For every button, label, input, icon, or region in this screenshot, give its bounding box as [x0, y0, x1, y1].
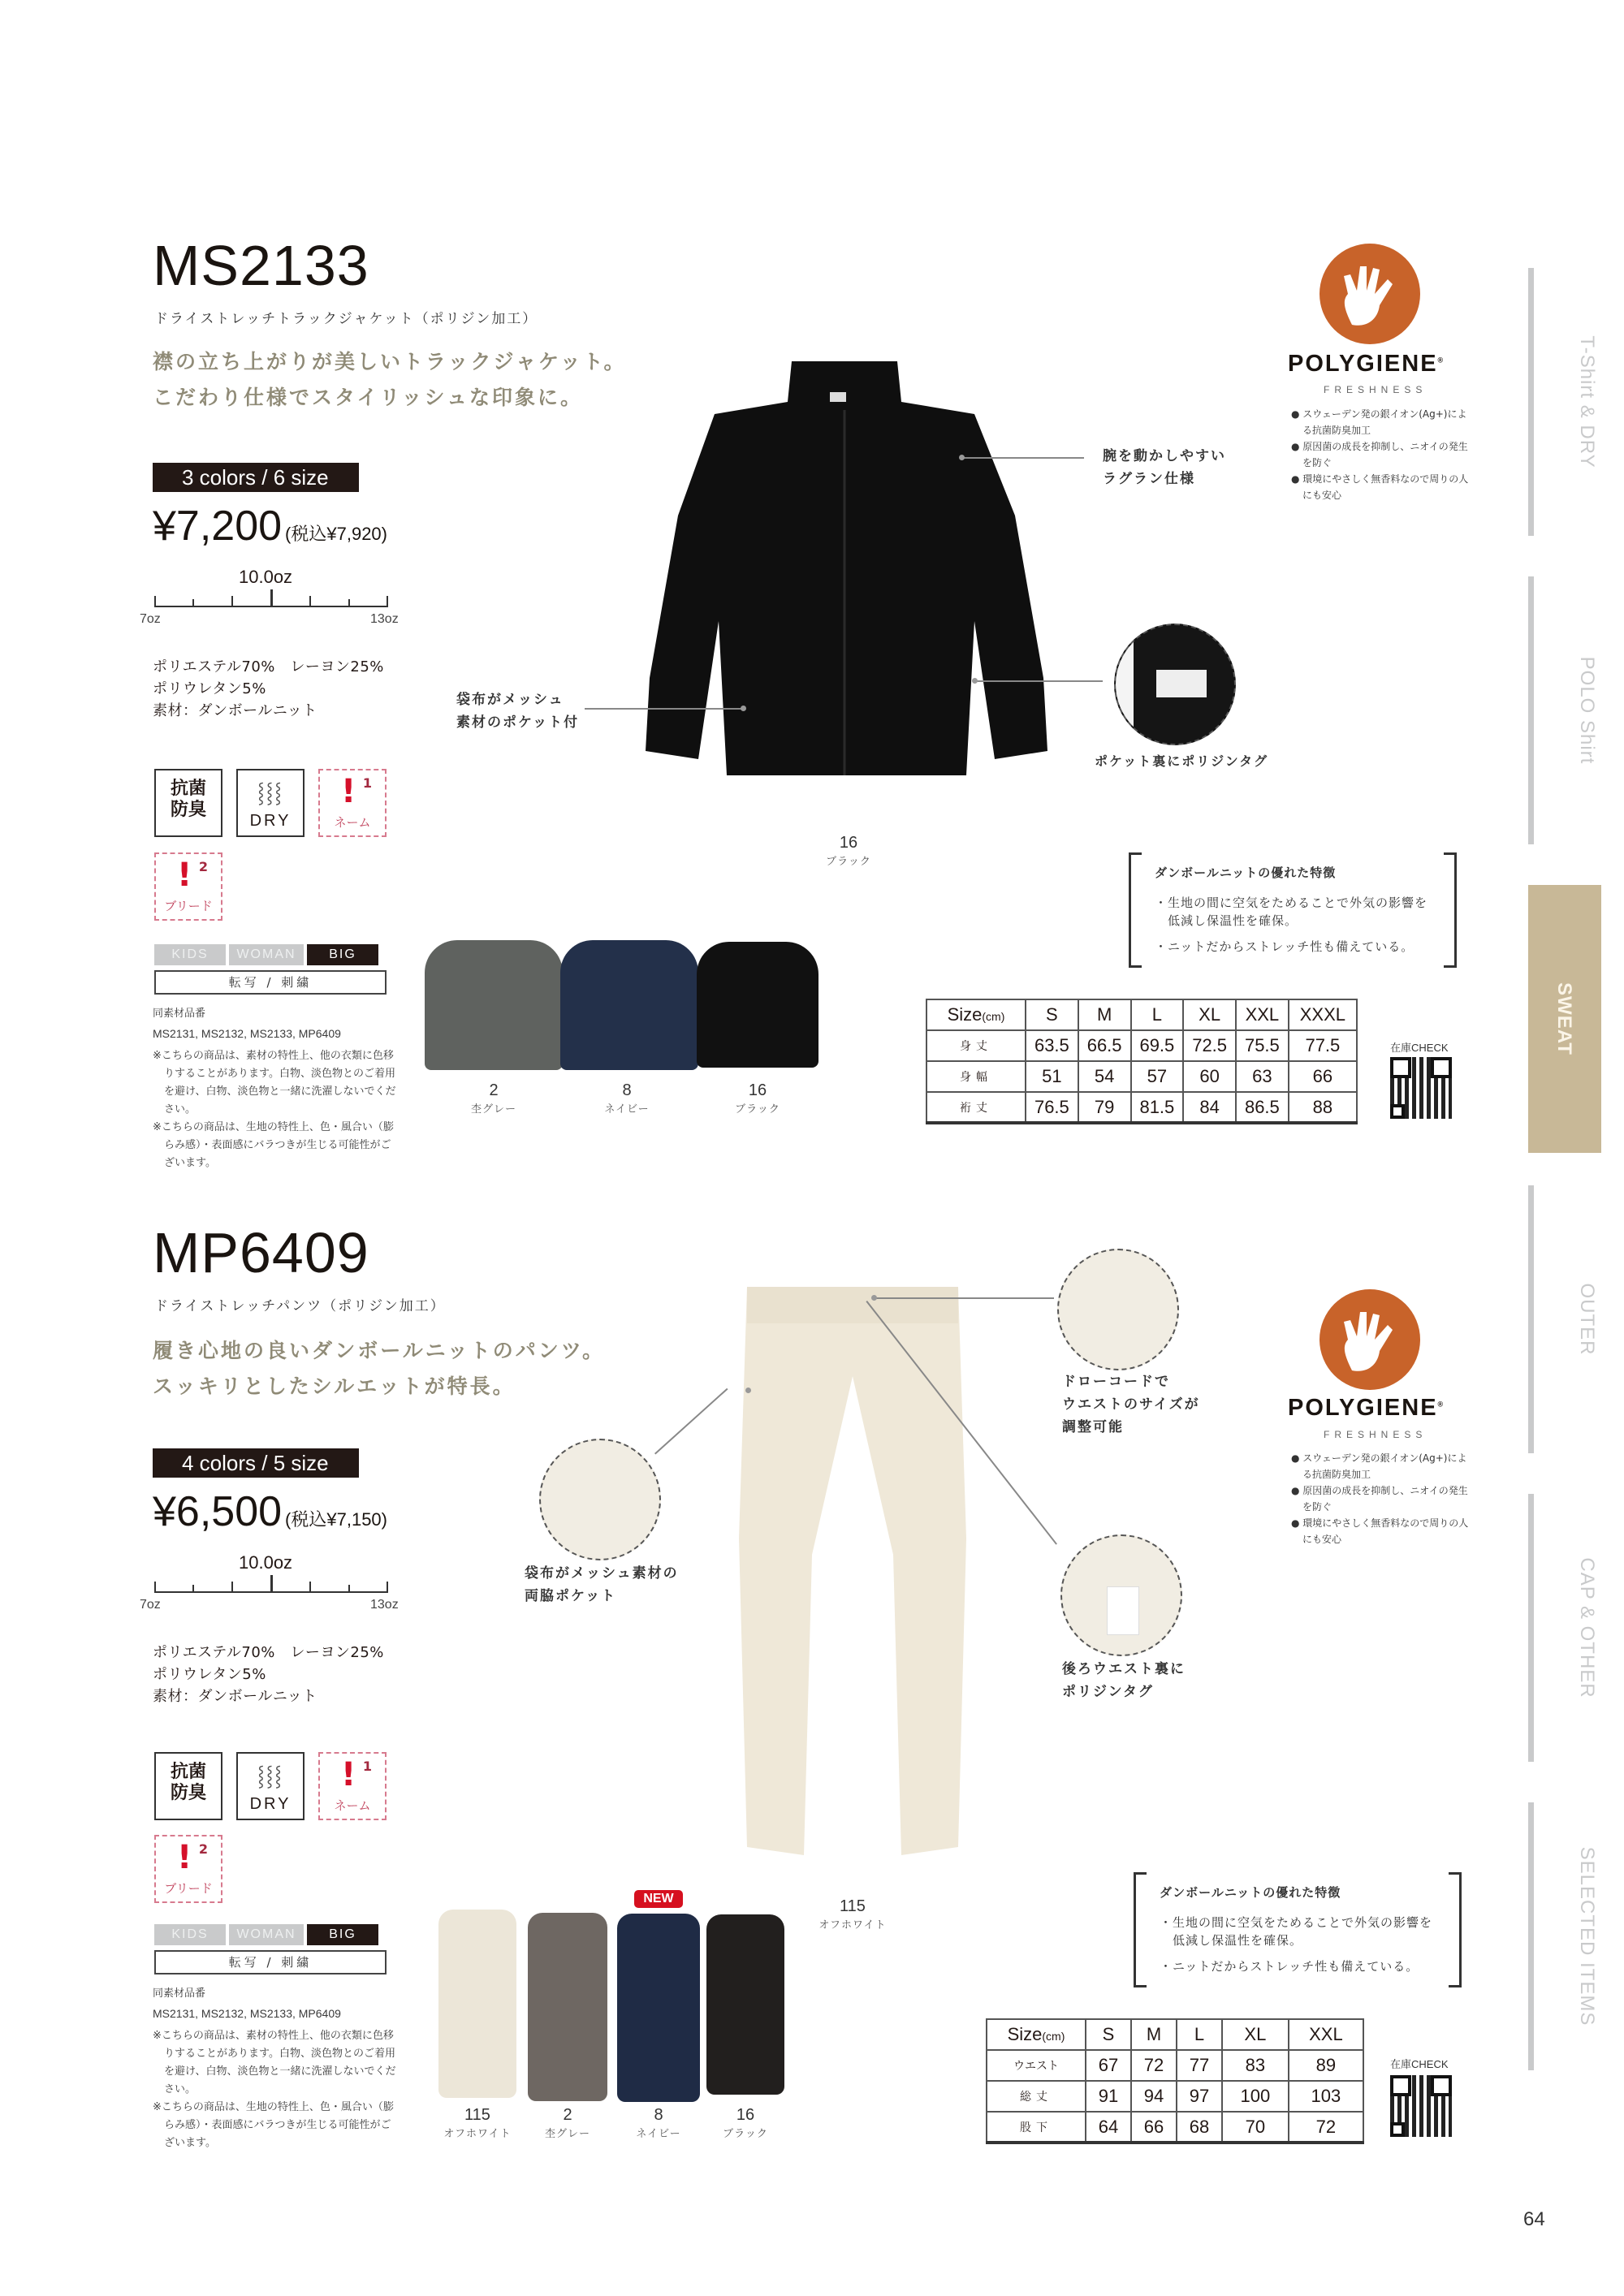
tab-bar	[1528, 576, 1534, 844]
cell: 91	[1086, 2081, 1131, 2112]
scale-tick	[154, 1582, 156, 1593]
size-table	[986, 2018, 1364, 2144]
exclamation-icon: !	[177, 857, 192, 894]
caution-number: 2	[198, 859, 208, 874]
tag-graphic	[1107, 1586, 1139, 1635]
size-header-row	[987, 2019, 1363, 2050]
size-col: S	[1086, 2019, 1131, 2050]
cell: 75.5	[1236, 1030, 1289, 1061]
row-label: 身丈	[926, 1030, 1026, 1061]
drawcord-detail-image	[1057, 1249, 1179, 1370]
scale-tick	[387, 596, 388, 607]
catch-line-2: スッキリとしたシルエットが特長。	[153, 1375, 516, 1398]
cell: 68	[1177, 2112, 1222, 2143]
sidenav-tshirt-dry[interactable]	[1528, 268, 1601, 536]
same-material-heading: 同素材品番	[153, 1987, 206, 2000]
catch-copy	[153, 1333, 605, 1405]
sidenav-label: OUTER	[1576, 1283, 1598, 1356]
callout-text: 調整可能	[1062, 1419, 1124, 1435]
swatch-label-black	[697, 2106, 794, 2140]
caution-number: 1	[362, 775, 372, 791]
callout-dot	[745, 1388, 751, 1393]
feature-point: ・生地の間に空気をためることで外気の影響を	[1160, 1915, 1433, 1930]
size-row	[926, 1030, 1357, 1061]
sidenav-polo-shirt[interactable]	[1528, 576, 1601, 844]
row-label: 裄丈	[926, 1092, 1026, 1123]
polygiene-point: ● スウェーデン発の銀イオン(Ag+)による抗菌防臭加工	[1291, 408, 1467, 436]
callout-line	[875, 1297, 1054, 1299]
cell: 103	[1289, 2081, 1363, 2112]
feature-box	[1129, 852, 1457, 968]
color-name: ブラック	[826, 856, 871, 868]
sidenav-label: POLO Shirt	[1576, 656, 1598, 765]
callout-raglan	[1103, 445, 1226, 490]
swatch-label-gray	[445, 1081, 542, 1116]
callout-pocket	[456, 688, 579, 734]
note: ※こちらの商品は、素材の特性上、他の衣類に色移りすることがあります。白物、淡色物とのご着用を避け、白物、淡色物と一緒に洗濯しないでください。	[153, 1050, 396, 1116]
sidenav-selected-items[interactable]	[1528, 1802, 1601, 2070]
main-image-label	[800, 834, 897, 868]
tab-bar	[1528, 1802, 1534, 2070]
callout-line	[974, 680, 1103, 682]
size-tags	[154, 944, 378, 965]
cell: 76.5	[1026, 1092, 1078, 1123]
cell: 89	[1289, 2050, 1363, 2081]
cell: 72	[1131, 2050, 1177, 2081]
weight-max: 13oz	[370, 612, 399, 626]
dry-icon	[236, 769, 304, 837]
material-line: 素材：ダンボールニット	[153, 1688, 317, 1705]
callout-text: 素材のポケット付	[456, 714, 580, 731]
callout-text: 袋布がメッシュ素材の	[525, 1565, 679, 1582]
notes	[153, 1005, 396, 1172]
cell: 60	[1183, 1061, 1236, 1092]
size-row	[987, 2112, 1363, 2143]
tag-graphic	[1156, 670, 1207, 697]
jacket-illustration	[633, 353, 1056, 783]
tag-woman: WOMAN	[229, 1924, 304, 1945]
sidenav-label: SWEAT	[1553, 982, 1575, 1055]
cell: 100	[1222, 2081, 1289, 2112]
swatch-image-black	[697, 942, 818, 1068]
scale-tick	[154, 596, 156, 607]
bracket-left	[1134, 1872, 1147, 1987]
price-tax: (税込¥7,920)	[285, 524, 387, 544]
cell: 69.5	[1131, 1030, 1184, 1061]
polygiene-hand-logo	[1320, 1289, 1420, 1390]
feature-box-title: ダンボールニットの優れた特徴	[1160, 1885, 1341, 1900]
colors-sizes-bar: 3 colors / 6 size	[153, 463, 359, 492]
point-text: 環境にやさしく無香料なので周りの人にも安心	[1302, 1517, 1469, 1545]
polygiene-point: ● 原因菌の成長を抑制し、ニオイの発生を防ぐ	[1291, 1485, 1468, 1513]
cell: 57	[1131, 1061, 1184, 1092]
cell: 84	[1183, 1092, 1236, 1123]
wave-glyph: ⸾⸾⸾	[257, 1764, 283, 1787]
wave-glyph: ⸾⸾⸾	[257, 781, 283, 804]
qr-code-icon[interactable]	[1390, 1057, 1452, 1119]
polygiene-brand	[1288, 1395, 1445, 1422]
cell: 66	[1289, 1061, 1357, 1092]
price	[153, 1488, 387, 1535]
cell: 63	[1236, 1061, 1289, 1092]
exclamation-icon: !	[177, 1839, 192, 1876]
note: ※こちらの商品は、素材の特性上、他の衣類に色移りすることがあります。白物、淡色物とのご着用を避け、白物、淡色物と一緒に洗濯しないでください。	[153, 2030, 396, 2095]
catch-line-1: 履き心地の良いダンボールニットのパンツ。	[153, 1339, 606, 1362]
size-header-label	[926, 999, 1026, 1030]
size-row	[926, 1092, 1357, 1123]
polygiene-points	[1291, 406, 1470, 503]
color-number: 115	[464, 2106, 490, 2124]
swatch-label-black	[709, 1081, 806, 1116]
feature-point: ・ニットだからストレッチ性も備えている。	[1160, 1959, 1419, 1974]
size-unit: (cm)	[982, 1010, 1005, 1023]
price	[153, 503, 387, 550]
polygiene-points	[1291, 1450, 1470, 1547]
feature-point: 低減し保温性を確保。	[1155, 913, 1298, 928]
weight-value: 10.0oz	[239, 1552, 293, 1573]
colors-sizes-bar: 4 colors / 5 size	[153, 1448, 359, 1478]
page-number: 64	[1523, 2208, 1545, 2230]
callout-text: 両脇ポケット	[525, 1588, 617, 1604]
color-name: ブラック	[735, 1103, 780, 1116]
product-name: ドライストレッチパンツ（ポリジン加工）	[154, 1298, 446, 1314]
cell: 83	[1222, 2050, 1289, 2081]
size-unit: (cm)	[1042, 2030, 1065, 2043]
weight-scale	[138, 1552, 399, 1612]
scale-tick	[192, 1585, 194, 1593]
callout-dot	[871, 1295, 877, 1301]
callout-text: ポリジンタグ	[1062, 1684, 1154, 1700]
material	[153, 1642, 384, 1707]
catch-line-1: 襟の立ち上がりが美しいトラックジャケット。	[153, 350, 627, 373]
swatch-image-gray	[528, 1913, 607, 2101]
same-material-heading: 同素材品番	[153, 1008, 206, 1020]
cell: 77.5	[1289, 1030, 1357, 1061]
sidenav-outer[interactable]	[1528, 1185, 1601, 1453]
size-row	[926, 1061, 1357, 1092]
tag-kids: KIDS	[154, 1924, 226, 1945]
polygiene-point: ● 環境にやさしく無香料なので周りの人にも安心	[1291, 473, 1469, 501]
print-methods: 転写 / 刺繍	[154, 970, 387, 995]
callout-text: ウエストのサイズが	[1062, 1396, 1200, 1413]
color-number: 115	[840, 1897, 866, 1915]
polygiene-point: ● 原因菌の成長を抑制し、ニオイの発生を防ぐ	[1291, 441, 1468, 468]
caution-bleed-icon	[154, 1835, 222, 1903]
callout-line	[654, 1388, 728, 1455]
point-text: スウェーデン発の銀イオン(Ag+)による抗菌防臭加工	[1302, 408, 1467, 436]
product-code: MS2133	[153, 234, 369, 297]
same-material-codes: MS2131, MS2132, MS2133, MP6409	[153, 2007, 341, 2020]
sidenav-sweat[interactable]	[1528, 885, 1601, 1153]
print-methods: 転写 / 刺繍	[154, 1950, 387, 1974]
stock-check-label: 在庫CHECK	[1390, 2058, 1449, 2070]
callout-tag: ポケット裏にポリジンタグ	[1095, 753, 1269, 769]
size-col: S	[1026, 999, 1078, 1030]
tag-big: BIG	[307, 944, 378, 965]
stock-check-label: 在庫CHECK	[1390, 1042, 1449, 1054]
scale-tick	[231, 1582, 233, 1593]
point-text: スウェーデン発の銀イオン(Ag+)による抗菌防臭加工	[1302, 1452, 1467, 1480]
feature-point: 低減し保温性を確保。	[1160, 1933, 1303, 1948]
weight-scale	[138, 567, 399, 626]
color-name: 杢グレー	[470, 1103, 516, 1116]
polygiene-tagline: FRESHNESS	[1324, 1429, 1427, 1440]
tab-bar	[1528, 1185, 1534, 1453]
tag-kids: KIDS	[154, 944, 226, 965]
callout-dot	[959, 455, 965, 460]
color-name: オフホワイト	[818, 1919, 887, 1931]
bracket-right	[1444, 852, 1457, 968]
scale-tick	[231, 596, 233, 607]
color-number: 16	[736, 2106, 755, 2124]
swatch-image-black	[706, 1914, 784, 2095]
bracket-right	[1449, 1872, 1462, 1987]
callout-text: ドローコードで	[1062, 1374, 1170, 1390]
cell: 79	[1078, 1092, 1131, 1123]
size-col: L	[1177, 2019, 1222, 2050]
callout-text: ラグラン仕様	[1103, 471, 1195, 487]
feature-box-title: ダンボールニットの優れた特徴	[1155, 865, 1337, 880]
feature-point: ・生地の間に空気をためることで外気の影響を	[1155, 896, 1428, 910]
size-col: M	[1131, 2019, 1177, 2050]
registered-mark: ®	[1437, 1400, 1445, 1409]
polygiene-tagline: FRESHNESS	[1324, 384, 1427, 395]
size-row	[987, 2050, 1363, 2081]
scale-tick	[192, 599, 194, 607]
icon-text: 防臭	[170, 1783, 206, 1803]
color-name: ネイビー	[604, 1103, 650, 1116]
icon-text: DRY	[249, 812, 292, 830]
swatch-label-offwhite	[429, 2106, 526, 2140]
cell: 86.5	[1236, 1092, 1289, 1123]
sidenav-cap-other[interactable]	[1528, 1494, 1601, 1762]
tag-big: BIG	[307, 1924, 378, 1945]
icon-text: 防臭	[170, 800, 206, 820]
callout-side-pocket	[525, 1562, 679, 1608]
scale-tick	[309, 1582, 311, 1593]
exclamation-icon: !	[341, 773, 356, 810]
caution-name-icon	[318, 769, 387, 837]
pocket-tag-detail-image	[1114, 624, 1236, 745]
size-tags	[154, 1924, 378, 1945]
caution-bleed-icon	[154, 852, 222, 921]
color-number: 16	[748, 1081, 767, 1099]
material-line: 素材：ダンボールニット	[153, 702, 317, 719]
size-col: XL	[1183, 999, 1236, 1030]
color-number: 2	[489, 1081, 499, 1099]
new-badge: NEW	[634, 1890, 683, 1908]
swatch-image-navy	[560, 940, 698, 1070]
size-row	[987, 2081, 1363, 2112]
registered-mark: ®	[1437, 356, 1445, 365]
cell: 72.5	[1183, 1030, 1236, 1061]
point-text: 原因菌の成長を抑制し、ニオイの発生を防ぐ	[1302, 441, 1468, 468]
caution-label: ブリード	[164, 899, 213, 913]
product-name: ドライストレッチトラックジャケット（ポリジン加工）	[154, 311, 538, 327]
cell: 88	[1289, 1092, 1357, 1123]
main-pants-image	[731, 1279, 974, 1888]
color-number: 8	[622, 1081, 632, 1099]
size-col: XXXL	[1289, 999, 1357, 1030]
caution-label: ネーム	[334, 1798, 371, 1813]
polygiene-point: ● スウェーデン発の銀イオン(Ag+)による抗菌防臭加工	[1291, 1452, 1467, 1480]
cell: 97	[1177, 2081, 1222, 2112]
cell: 63.5	[1026, 1030, 1078, 1061]
weight-min: 7oz	[140, 612, 161, 626]
cell: 51	[1026, 1061, 1078, 1092]
main-jacket-image	[633, 353, 1056, 783]
qr-code-icon[interactable]	[1390, 2075, 1452, 2137]
antibacterial-icon	[154, 1752, 222, 1820]
cell: 64	[1086, 2112, 1131, 2143]
sidenav-label: T-Shirt & DRY	[1576, 335, 1598, 468]
exclamation-icon: !	[341, 1756, 356, 1793]
cell: 54	[1078, 1061, 1131, 1092]
cell: 66.5	[1078, 1030, 1131, 1061]
size-header-row	[926, 999, 1357, 1030]
color-name: ブラック	[723, 2128, 768, 2140]
scale-tick-current	[270, 589, 273, 607]
size-col: XXL	[1236, 999, 1289, 1030]
color-number: 8	[654, 2106, 663, 2124]
color-number: 2	[563, 2106, 572, 2124]
callout-dot	[741, 706, 746, 711]
note: ※こちらの商品は、生地の特性上、色・風合い（膨らみ感）・表面感にバラつきが生じる可能性がございます。	[153, 1121, 394, 1169]
dry-icon	[236, 1752, 304, 1820]
same-material-codes: MS2131, MS2132, MS2133, MP6409	[153, 1027, 341, 1040]
caution-number: 1	[362, 1759, 372, 1774]
size-header-label	[987, 2019, 1086, 2050]
polygiene-point: ● 環境にやさしく無香料なので周りの人にも安心	[1291, 1517, 1469, 1545]
lining-edge	[1116, 625, 1134, 745]
callout-dot	[972, 678, 978, 684]
swatch-image-gray	[425, 940, 563, 1070]
scale-tick	[348, 1585, 350, 1593]
size-label: Size	[1007, 2024, 1043, 2044]
caution-number: 2	[198, 1841, 208, 1857]
material-line: ポリエステル70% レーヨン25%	[153, 658, 384, 675]
callout-text: 腕を動かしやすい	[1103, 448, 1226, 464]
product-code: MP6409	[153, 1221, 369, 1284]
cell: 77	[1177, 2050, 1222, 2081]
sidenav-label: CAP & OTHER	[1576, 1557, 1598, 1698]
side-pocket-detail-image	[539, 1439, 661, 1560]
feature-box	[1134, 1872, 1462, 1987]
callout-text: 袋布がメッシュ	[456, 692, 564, 708]
swatch-label-navy	[610, 2106, 707, 2140]
notes	[153, 1985, 396, 2152]
row-label: 身幅	[926, 1061, 1026, 1092]
icon-text: 抗菌	[170, 779, 206, 799]
color-number: 16	[839, 834, 858, 852]
scale-tick	[348, 599, 350, 607]
cell: 81.5	[1131, 1092, 1184, 1123]
point-text: 原因菌の成長を抑制し、ニオイの発生を防ぐ	[1302, 1485, 1468, 1513]
brand-text: POLYGIENE	[1288, 351, 1438, 377]
size-col: XL	[1222, 2019, 1289, 2050]
scale-tick	[309, 596, 311, 607]
bracket-left	[1129, 852, 1142, 968]
cell: 66	[1131, 2112, 1177, 2143]
tag-woman: WOMAN	[229, 944, 304, 965]
row-label: ウエスト	[987, 2050, 1086, 2081]
antibacterial-icon	[154, 769, 222, 837]
pants-illustration	[731, 1279, 974, 1888]
callout-back-tag	[1062, 1658, 1186, 1703]
swatch-label-gray	[519, 2106, 616, 2140]
polygiene-hand-logo	[1320, 244, 1420, 344]
row-label: 股下	[987, 2112, 1086, 2143]
main-image-label	[804, 1897, 901, 1931]
callout-line	[962, 457, 1084, 459]
feature-point: ・ニットだからストレッチ性も備えている。	[1155, 939, 1415, 954]
note: ※こちらの商品は、生地の特性上、色・風合い（膨らみ感）・表面感にバラつきが生じる可能性がございます。	[153, 2101, 394, 2149]
material-line: ポリウレタン5%	[153, 1666, 266, 1683]
caution-label: ネーム	[334, 815, 371, 830]
size-col: XXL	[1289, 2019, 1363, 2050]
material-line: ポリウレタン5%	[153, 680, 266, 697]
polygiene-brand	[1288, 351, 1445, 378]
cell: 72	[1289, 2112, 1363, 2143]
hand-icon	[1320, 244, 1420, 344]
weight-max: 13oz	[370, 1598, 399, 1612]
price-tax: (税込¥7,150)	[285, 1509, 387, 1530]
cell: 67	[1086, 2050, 1131, 2081]
scale-tick	[387, 1582, 388, 1593]
cell: 94	[1131, 2081, 1177, 2112]
price-value: ¥7,200	[153, 503, 283, 550]
callout-text: 後ろウエスト裏に	[1062, 1661, 1186, 1677]
icon-text: DRY	[249, 1795, 292, 1813]
back-tag-detail-image	[1060, 1534, 1182, 1656]
callout-drawcord	[1062, 1370, 1200, 1439]
swatch-label-navy	[578, 1081, 676, 1116]
material-line: ポリエステル70% レーヨン25%	[153, 1644, 384, 1661]
price-value: ¥6,500	[153, 1488, 283, 1535]
row-label: 総丈	[987, 2081, 1086, 2112]
sidenav-label: SELECTED ITEMS	[1576, 1846, 1598, 2026]
catch-copy	[153, 344, 627, 416]
icon-text: 抗菌	[170, 1762, 206, 1782]
size-table	[926, 999, 1358, 1124]
swatch-image-offwhite	[438, 1910, 516, 2098]
scale-tick-current	[270, 1575, 273, 1593]
tab-bar	[1528, 268, 1534, 536]
tab-bar	[1528, 1494, 1534, 1762]
brand-text: POLYGIENE	[1288, 1395, 1438, 1421]
size-col: M	[1078, 999, 1131, 1030]
callout-line	[585, 708, 744, 710]
catch-line-2: こだわり仕様でスタイリッシュな印象に。	[153, 386, 584, 409]
weight-min: 7oz	[140, 1598, 161, 1612]
weight-value: 10.0oz	[239, 567, 293, 587]
size-label: Size	[947, 1004, 983, 1025]
swatch-image-navy	[617, 1914, 700, 2102]
color-name: 杢グレー	[544, 2128, 590, 2140]
size-col: L	[1131, 999, 1184, 1030]
caution-label: ブリード	[164, 1881, 213, 1896]
hand-icon	[1320, 1289, 1420, 1390]
color-name: ネイビー	[636, 2128, 681, 2140]
cell: 70	[1222, 2112, 1289, 2143]
material	[153, 656, 384, 722]
caution-name-icon	[318, 1752, 387, 1820]
color-name: オフホワイト	[443, 2128, 512, 2140]
point-text: 環境にやさしく無香料なので周りの人にも安心	[1302, 473, 1469, 501]
